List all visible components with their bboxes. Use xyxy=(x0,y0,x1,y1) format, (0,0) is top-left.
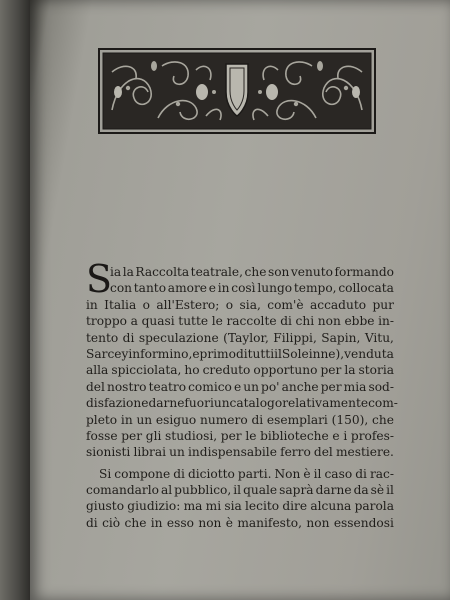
text-line: del nostro teatro comico e un po' anche per mia sod- xyxy=(86,379,394,394)
body-text xyxy=(86,257,398,531)
text-line: disfazione darne fuori un catalogo relativamente com- xyxy=(86,396,398,411)
text-line: tento di speculazione (Taylor, Filippi, Sapin, Vitu, xyxy=(86,330,394,345)
drop-cap-initial: S xyxy=(86,257,113,301)
paragraph-2 xyxy=(86,466,394,532)
book-gutter xyxy=(0,0,30,600)
text-line: sionisti librai un indispensabile ferro del mestiere. xyxy=(86,445,394,460)
text-line: troppo a quasi tutte le raccolte di chi non ebbe in- xyxy=(86,314,394,329)
text-line: alla spicciolata, ho creduto opportuno per la storia xyxy=(86,363,394,378)
text-line: fosse per gli studiosi, per le biblioteche e i profes- xyxy=(86,428,394,443)
text-line: Sarcey informino, e primo di tutti il Soleinne), venduta xyxy=(86,346,394,361)
text-line: comandarlo al pubblico, il quale saprà darne da sè il xyxy=(86,483,394,498)
text-line: con tanto amore e in così lungo tempo, collocata xyxy=(110,281,394,296)
text-line: Si compone di diciotto parti. Non è il caso di rac- xyxy=(99,466,394,481)
text-line: ia la Raccolta teatrale, che son venuto formando xyxy=(110,265,394,279)
text-line: pleto in un esiguo numero di esemplari (150), che xyxy=(86,412,394,427)
text-line: in Italia o all'Estero; o sia, com'è accaduto pur xyxy=(86,297,394,312)
text-line: di ciò che in esso non è manifesto, non essendosi xyxy=(86,515,394,530)
floral-headpiece-ornament-icon xyxy=(98,48,376,134)
text-line: giusto giudizio: ma mi sia lecito dire alcuna parola xyxy=(86,499,394,514)
paragraph-1 xyxy=(86,257,398,461)
